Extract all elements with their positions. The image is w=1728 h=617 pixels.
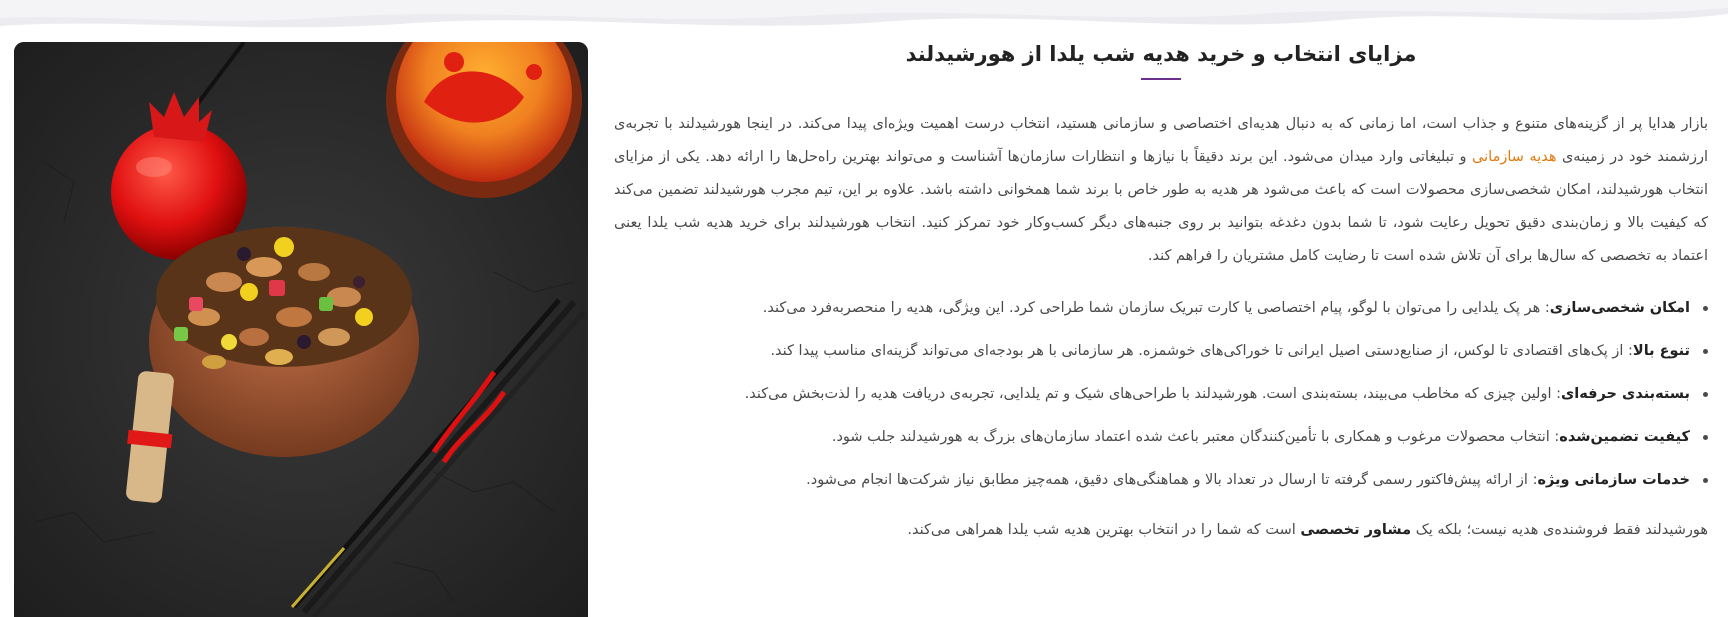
intro-paragraph xyxy=(614,108,1708,273)
feature-label: امکان شخصی‌سازی xyxy=(1549,300,1690,316)
feature-text: : از پک‌های اقتصادی تا لوکس، از صنایع‌دستی اصیل ایرانی تا خوراکی‌های خوشمزه. هر سازمانی با هر بودجه‌ای می‌تواند گزینه‌ای مناسب پیدا کند. xyxy=(770,343,1633,359)
outro-text-part2: است که شما را در انتخاب بهترین هدیه شب یلدا همراهی می‌کند. xyxy=(907,522,1301,538)
list-item xyxy=(614,383,1708,405)
corporate-gift-link[interactable]: هدیه سازمانی xyxy=(1472,149,1557,165)
list-item xyxy=(614,426,1708,448)
feature-label: بسته‌بندی حرفه‌ای xyxy=(1560,386,1690,402)
outro-text-part1: هورشیدلند فقط فروشنده‌ی هدیه نیست؛ بلکه یک xyxy=(1411,522,1708,538)
feature-label: تنوع بالا xyxy=(1632,343,1690,359)
outro-bold-text: مشاور تخصصی xyxy=(1300,522,1412,538)
feature-label: کیفیت تضمین‌شده xyxy=(1559,429,1690,445)
feature-text: : از ارائه پیش‌فاکتور رسمی گرفته تا ارسال در تعداد بالا و هماهنگی‌های دقیق، همه‌چیز مطابق نیاز شرکت‌ها انجام می‌شود. xyxy=(806,472,1538,488)
list-item xyxy=(614,469,1708,491)
title-underline xyxy=(1141,78,1181,80)
feature-text: : انتخاب محصولات مرغوب و همکاری با تأمین‌کنندگان معتبر باعث شده اعتماد سازمان‌های بزرگ به هورشیدلند جلب شود. xyxy=(831,429,1560,445)
feature-text: : هر پک یلدایی را می‌توان با لوگو، پیام اختصاصی یا کارت تبریک سازمان شما طراحی کرد. این ویژگی، هدیه را منحصربه‌فرد می‌کند. xyxy=(762,300,1550,316)
article-section xyxy=(614,36,1708,556)
intro-text-part2: و تبلیغاتی وارد میدان می‌شود. این برند دقیقاً با نیازها و انتظارات سازمان‌ها آشناست و می‌تواند بهترین راه‌حل‌ها را ارائه دهد. یکی از مزایای انتخاب هورشیدلند، امکان شخصی‌سازی محصولات است که باعث می‌شود هر هدیه به طور خاص با برند شما همخوانی داشته باشد. علاوه بر این، تیم مجرب هورشیدلند تضمین می‌کند که کیفیت بالا و زمان‌بندی دقیق تحویل رعایت شود، تا شما بدون دغدغه بتوانید بر روی جنبه‌های دیگر کسب‌وکار خود تمرکز کنید. انتخاب هورشیدلند برای خرید هدیه شب یلدا یعنی اعتماد به تخصصی که سال‌ها برای آن تلاش شده است تا رضایت کامل مشتریان را فراهم کند. xyxy=(614,149,1708,264)
list-item xyxy=(614,340,1708,362)
features-list xyxy=(614,297,1708,491)
intro-text-part1: بازار هدایا پر از گزینه‌های متنوع و جذاب است، اما زمانی که به دنبال هدیه‌ای اختصاصی و سازمانی هستید، انتخاب درست اهمیت ویژه‌ای پیدا می‌کند. در اینجا هورشیدلند با تجربه‌ی ارزشمند خود در زمینه‌ی xyxy=(614,116,1708,165)
mixed-nuts-bowl-image xyxy=(149,227,419,457)
section-title: مزایای انتخاب و خرید هدیه شب یلدا از هورشیدلند xyxy=(905,42,1417,66)
yalda-gift-photo xyxy=(14,42,588,617)
closing-paragraph xyxy=(614,519,1708,541)
list-item xyxy=(614,297,1708,319)
feature-label: خدمات سازمانی ویژه xyxy=(1537,472,1690,488)
feature-text: : اولین چیزی که مخاطب می‌بیند، بسته‌بندی است. هورشیدلند با طراحی‌های شیک و تم یلدایی، تجربه‌ی دریافت هدیه را لذت‌بخش می‌کند. xyxy=(744,386,1561,402)
